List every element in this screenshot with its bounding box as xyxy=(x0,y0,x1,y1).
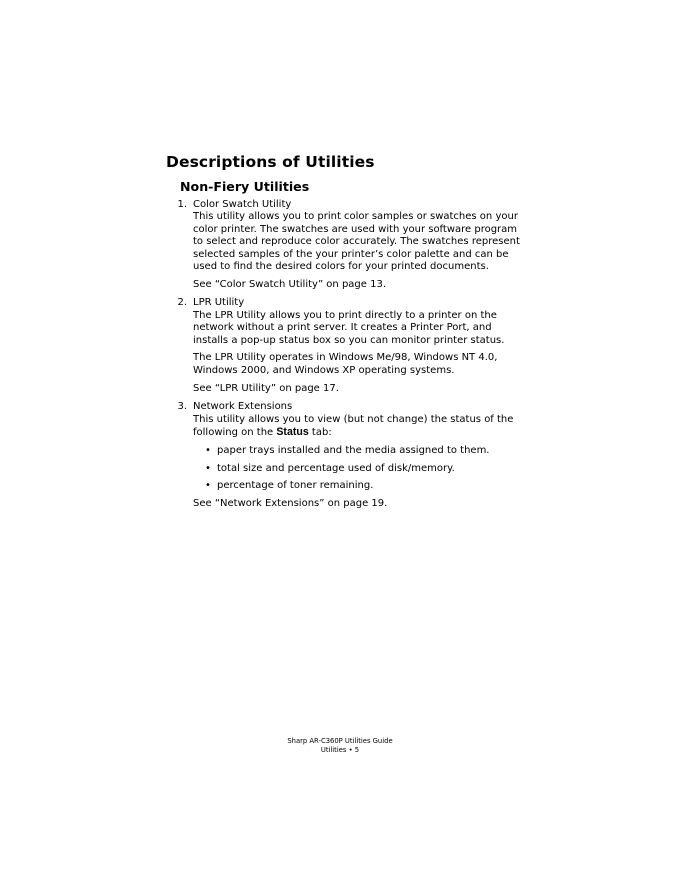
list-item-number: 3. xyxy=(177,401,187,413)
list-item-description: This utility allows you to print color samples or swatches on your color printer. The swatches are used with your software program to select and reproduce color accurately. The swatches represent selected samples of the your printer’s color palette and can be used to find the desired colors for your printed documents. xyxy=(193,211,520,273)
bullet-item xyxy=(193,445,524,457)
section-subtitle: Non-Fiery Utilities xyxy=(180,179,310,194)
list-item-number: 2. xyxy=(177,297,187,309)
bullet-icon: • xyxy=(205,462,211,474)
list-item-network-extensions xyxy=(164,401,524,510)
description-text-end: tab: xyxy=(308,427,332,438)
bullet-list xyxy=(193,445,524,493)
list-item-lpr-utility xyxy=(164,297,524,395)
bullet-item xyxy=(193,480,524,492)
bullet-text: total size and percentage used of disk/memory. xyxy=(217,462,455,474)
bullet-icon: • xyxy=(205,444,211,456)
bullet-text: percentage of toner remaining. xyxy=(217,480,374,492)
description-text: This utility allows you to view (but not change) the status of the following on the xyxy=(193,413,514,438)
cross-reference: See “Color Swatch Utility” on page 13. xyxy=(193,278,386,290)
cross-reference: See “LPR Utility” on page 17. xyxy=(193,382,339,394)
footer-page-number: Utilities • 5 xyxy=(320,746,360,754)
list-item-title: LPR Utility xyxy=(193,297,245,309)
utilities-list xyxy=(164,199,524,516)
list-item-number: 1. xyxy=(177,199,187,210)
list-item-title: Network Extensions xyxy=(193,401,293,413)
cross-reference: See “Network Extensions” on page 19. xyxy=(193,498,388,510)
list-item-description-2: The LPR Utility operates in Windows Me/98, Windows NT 4.0, Windows 2000, and Windows XP operating systems. xyxy=(193,352,498,376)
status-tab-label: Status xyxy=(276,426,309,438)
page-title: Descriptions of Utilities xyxy=(166,153,375,171)
bullet-icon: • xyxy=(205,480,211,492)
list-item-color-swatch xyxy=(164,199,524,291)
bullet-item xyxy=(193,463,524,475)
page-footer xyxy=(0,737,680,755)
footer-guide-title: Sharp AR-C360P Utilities Guide xyxy=(287,737,393,745)
list-item-description xyxy=(193,414,524,440)
list-item-title: Color Swatch Utility xyxy=(193,199,292,210)
bullet-text: paper trays installed and the media assigned to them. xyxy=(217,444,490,456)
list-item-description: The LPR Utility allows you to print directly to a printer on the network without a print server. It creates a Printer Port, and installs a pop-up status box so you can monitor printer status. xyxy=(193,309,505,346)
